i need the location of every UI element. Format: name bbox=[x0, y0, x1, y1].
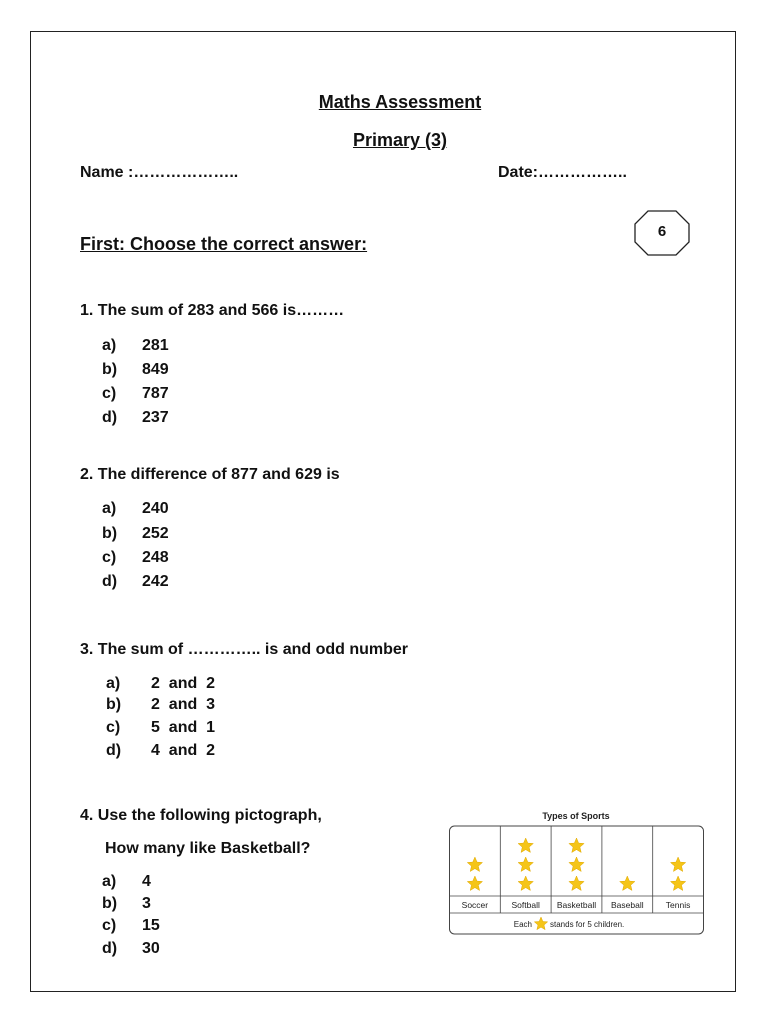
date-field: Date:…………….. bbox=[498, 164, 627, 181]
question-3: 3. The sum of ………….. is and odd number bbox=[80, 641, 409, 658]
section-title: First: Choose the correct answer: bbox=[80, 234, 368, 254]
key-prefix-text: Each bbox=[513, 920, 532, 929]
option-3c: c) 5 and 1 bbox=[106, 719, 216, 736]
option-3a: a) 2 and 2 bbox=[106, 675, 216, 692]
score-badge-value: 6 bbox=[657, 223, 667, 240]
option-2b: b) 252 bbox=[102, 525, 169, 542]
category-label: Soccer bbox=[461, 900, 489, 910]
category-label: Tennis bbox=[665, 900, 691, 910]
question-4: 4. Use the following pictograph, bbox=[80, 807, 322, 824]
pictograph-title: Types of Sports bbox=[542, 811, 610, 821]
option-4c: c) 15 bbox=[102, 917, 160, 934]
category-label: Baseball bbox=[610, 900, 644, 910]
option-3d: d) 4 and 2 bbox=[106, 742, 216, 759]
option-1b: b) 849 bbox=[102, 361, 169, 378]
score-badge bbox=[634, 210, 690, 256]
category-label: Basketball bbox=[556, 900, 597, 910]
page-subtitle: Primary (3) bbox=[352, 130, 448, 150]
question-4-subtext: How many like Basketball? bbox=[105, 840, 311, 857]
pictograph bbox=[448, 808, 705, 936]
option-1d: d) 237 bbox=[102, 409, 169, 426]
option-2a: a) 240 bbox=[102, 500, 169, 517]
question-1: 1. The sum of 283 and 566 is……… bbox=[80, 302, 345, 319]
option-4a: a) 4 bbox=[102, 873, 151, 890]
option-4b: b) 3 bbox=[102, 895, 151, 912]
name-field: Name :……………….. bbox=[80, 164, 239, 181]
page-title: Maths Assessment bbox=[318, 92, 482, 112]
question-2: 2. The difference of 877 and 629 is bbox=[80, 466, 340, 483]
option-2d: d) 242 bbox=[102, 573, 169, 590]
category-label: Softball bbox=[511, 900, 540, 910]
option-1c: c) 787 bbox=[102, 385, 169, 402]
key-suffix-text: stands for 5 children. bbox=[550, 920, 625, 929]
option-1a: a) 281 bbox=[102, 337, 169, 354]
option-4d: d) 30 bbox=[102, 940, 160, 957]
option-3b: b) 2 and 3 bbox=[106, 696, 216, 713]
option-2c: c) 248 bbox=[102, 549, 169, 566]
